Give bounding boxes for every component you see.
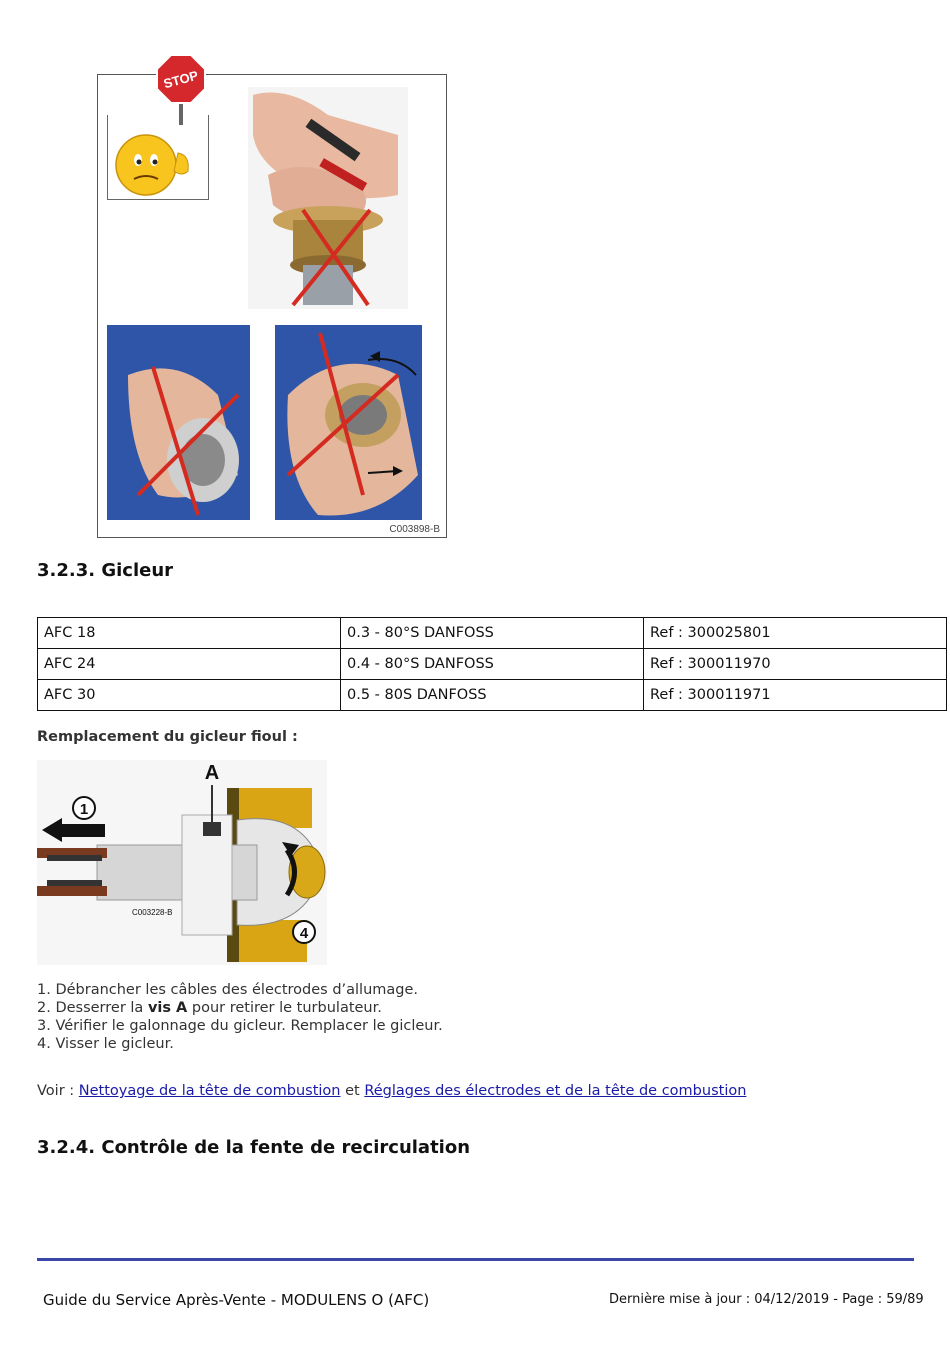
photo-pliers-nozzle xyxy=(248,87,408,309)
warning-figure xyxy=(97,67,447,538)
table-cell-model: AFC 24 xyxy=(38,649,341,680)
nozzle-assembly-drawing xyxy=(37,760,327,965)
emoji-frame xyxy=(107,115,209,200)
label-4: 4 xyxy=(299,925,309,942)
section-title-recirculation: 3.2.4. Contrôle de la fente de recirculation xyxy=(37,1137,471,1158)
worried-emoji-icon xyxy=(108,115,208,199)
table-cell-nozzle: 0.5 - 80S DANFOSS xyxy=(341,680,644,711)
footer-guide-title: Guide du Service Après-Vente - MODULENS O (AFC) xyxy=(43,1291,430,1309)
link-electrode-settings[interactable]: Réglages des électrodes et de la tête de combustion xyxy=(364,1083,747,1099)
steps-list xyxy=(37,981,443,1053)
section-title-gicleur: 3.2.3. Gicleur xyxy=(37,560,174,581)
table-row xyxy=(38,618,947,649)
nozzle-table xyxy=(37,617,947,711)
table-cell-nozzle: 0.3 - 80°S DANFOSS xyxy=(341,618,644,649)
footer-page-info: Dernière mise à jour : 04/12/2019 - Page : 59/89 xyxy=(609,1292,924,1307)
label-1: 1 xyxy=(79,801,89,818)
see-also-prefix: Voir : xyxy=(37,1083,79,1099)
footer-divider xyxy=(37,1258,914,1261)
link-cleaning-combustion-head[interactable]: Nettoyage de la tête de combustion xyxy=(78,1083,341,1099)
see-also-line xyxy=(37,1083,746,1099)
stop-sign-icon xyxy=(153,53,209,125)
table-row xyxy=(38,649,947,680)
table-cell-model: AFC 30 xyxy=(38,680,341,711)
list-item: 4. Visser le gicleur. xyxy=(37,1036,174,1052)
table-cell-ref: Ref : 300011971 xyxy=(644,680,947,711)
list-item: 1. Débrancher les câbles des électrodes d’allumage. xyxy=(37,982,419,998)
photo-hands-nozzle-right xyxy=(275,325,422,520)
label-a: A xyxy=(204,762,220,784)
bold-term: vis A xyxy=(147,1000,188,1016)
table-cell-model: AFC 18 xyxy=(38,618,341,649)
see-also-connector: et xyxy=(340,1083,365,1099)
table-cell-nozzle: 0.4 - 80°S DANFOSS xyxy=(341,649,644,680)
stop-sign-text: STOP xyxy=(161,67,200,92)
photo-hands-nozzle-left xyxy=(107,325,250,520)
replacement-label: Remplacement du gicleur fioul : xyxy=(37,729,298,745)
diagram-code: C003228-B xyxy=(132,908,173,917)
table-cell-ref: Ref : 300025801 xyxy=(644,618,947,649)
figure-code: C003898-B xyxy=(389,524,440,535)
table-row xyxy=(38,680,947,711)
list-item: 3. Vérifier le galonnage du gicleur. Remplacer le gicleur. xyxy=(37,1018,443,1034)
nozzle-diagram xyxy=(37,760,327,965)
table-cell-ref: Ref : 300011970 xyxy=(644,649,947,680)
list-item: 2. Desserrer la vis A pour retirer le turbulateur. xyxy=(37,1000,382,1016)
